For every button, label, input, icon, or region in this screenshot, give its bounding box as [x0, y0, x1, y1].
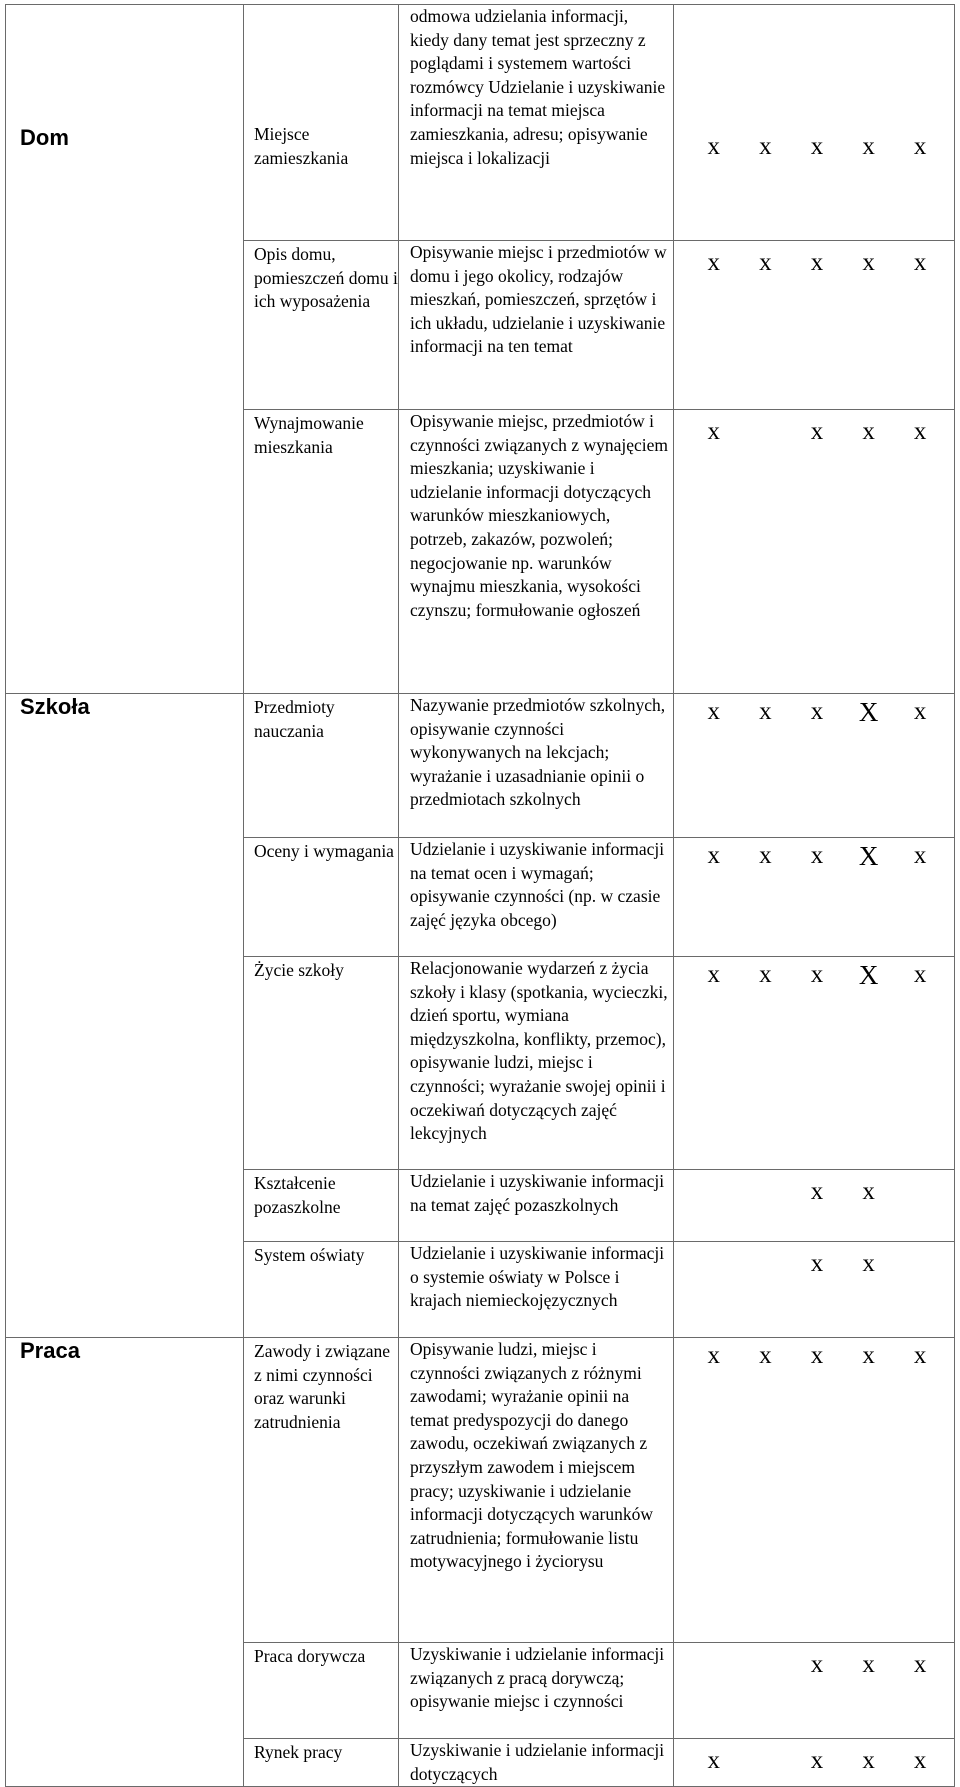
marks-cell	[674, 1242, 955, 1338]
marks-cell	[674, 1170, 955, 1242]
mark: x	[759, 133, 772, 160]
marks-cell	[674, 957, 955, 1170]
description-cell: Opisywanie miejsc, przedmiotów i czynności związanych z wynajęciem mieszkania; uzyskiwanie i udzielanie informacji dotyczących warunków mieszkaniowych, potrzeb, zakazów, pozwoleń; negocjowanie np. warunków wynajmu mieszkania, wysokości czynszu; formułowanie ogłoszeń	[399, 410, 674, 694]
mark: x	[913, 842, 927, 869]
description-cell: Uzyskiwanie i udzielanie informacji związanych z pracą dorywczą; opisywanie miejsc i czynności	[399, 1643, 674, 1739]
marks-cell	[674, 5, 955, 241]
mark: x	[707, 961, 721, 988]
mark: x	[913, 961, 927, 988]
marks-line	[688, 1747, 946, 1775]
marks-line	[688, 1178, 946, 1206]
marks-line	[688, 842, 946, 870]
mark: x	[810, 249, 824, 276]
marks-line	[688, 1250, 946, 1278]
marks-cell	[674, 241, 955, 410]
mark: x	[810, 698, 824, 725]
mark: x	[913, 1747, 927, 1774]
mark: x	[810, 1342, 824, 1369]
mark: x	[759, 249, 772, 276]
mark: x	[862, 249, 875, 276]
mark	[740, 418, 792, 446]
marks-line	[688, 1651, 946, 1679]
description-cell: Opisywanie ludzi, miejsc i czynności związanych z różnymi zawodami; wyrażanie opinii na temat predyspozycji do danego zawodu, oczekiwań związanych z przyszłym zawodem i miejscem pracy; uzyskiwanie i udzielanie informacji dotyczących warunków zatrudnienia; formułowanie listu motywacyjnego i życiorysu	[399, 1338, 674, 1643]
mark: x	[862, 133, 875, 160]
mark: x	[707, 418, 721, 445]
description-cell: Udzielanie i uzyskiwanie informacji o systemie oświaty w Polsce i krajach niemieckojęzycznych	[399, 1242, 674, 1338]
category-cell: Dom	[6, 5, 244, 694]
mark	[740, 1747, 792, 1775]
mark: x	[913, 133, 927, 160]
mark	[740, 1178, 792, 1206]
marks-cell	[674, 1643, 955, 1739]
mark: x	[759, 842, 772, 869]
mark	[894, 1250, 946, 1278]
mark: x	[810, 1250, 824, 1277]
mark: x	[759, 961, 772, 988]
description-cell: Relacjonowanie wydarzeń z życia szkoły i klasy (spotkania, wycieczki, dzień sportu, wymiana międzyszkolna, konflikty, przemoc), opisywanie ludzi, miejsc i czynności; wyrażanie swojej opinii i oczekiwań dotyczących zajęć lekcyjnych	[399, 957, 674, 1170]
mark: x	[810, 1747, 824, 1774]
marks-line	[688, 961, 946, 989]
mark: x	[913, 698, 927, 725]
topic-cell: Życie szkoły	[244, 957, 399, 1170]
topic-cell: Oceny i wymagania	[244, 838, 399, 957]
mark	[894, 1178, 946, 1206]
mark: X	[858, 960, 879, 990]
topic-cell: System oświaty	[244, 1242, 399, 1338]
topic-cell: Przedmioty nauczania	[244, 694, 399, 838]
topic-cell: Praca dorywcza	[244, 1643, 399, 1739]
category-cell: Szkoła	[6, 694, 244, 1338]
mark: x	[862, 1747, 875, 1774]
marks-cell	[674, 838, 955, 957]
mark: x	[810, 418, 824, 445]
topic-cell: Opis domu, pomieszczeń domu i ich wyposażenia	[244, 241, 399, 410]
mark: x	[810, 842, 824, 869]
mark: x	[810, 961, 824, 988]
mark: x	[810, 1651, 824, 1678]
description-cell: Udzielanie i uzyskiwanie informacji na temat zajęć pozaszkolnych	[399, 1170, 674, 1242]
mark	[740, 1250, 792, 1278]
mark: x	[810, 133, 824, 160]
mark	[688, 1178, 740, 1206]
mark: x	[862, 1178, 875, 1205]
mark: x	[810, 1178, 824, 1205]
mark: x	[913, 1342, 927, 1369]
mark: x	[862, 1651, 875, 1678]
table-row	[6, 5, 955, 241]
marks-cell	[674, 410, 955, 694]
table-row	[6, 1338, 955, 1643]
topic-cell: Rynek pracy	[244, 1739, 399, 1787]
description-cell: Uzyskiwanie i udzielanie informacji dotyczących	[399, 1739, 674, 1787]
marks-line	[688, 698, 946, 726]
mark: x	[707, 842, 721, 869]
mark: X	[858, 841, 879, 871]
mark	[688, 1250, 740, 1278]
marks-cell	[674, 694, 955, 838]
category-cell: Praca	[6, 1338, 244, 1787]
mark: x	[913, 249, 927, 276]
mark: x	[913, 1651, 927, 1678]
mark: x	[707, 1747, 721, 1774]
mark: x	[862, 1250, 875, 1277]
table-row	[6, 694, 955, 838]
description-cell: Opisywanie miejsc i przedmiotów w domu i jego okolicy, rodzajów mieszkań, pomieszczeń, sprzętów i ich układu, udzielanie i uzyskiwanie informacji na ten temat	[399, 241, 674, 410]
marks-cell	[674, 1338, 955, 1643]
marks-line	[688, 418, 946, 446]
mark	[740, 1651, 792, 1679]
description-cell: Udzielanie i uzyskiwanie informacji na temat ocen i wymagań; opisywanie czynności (np. w czasie zajęć języka obcego)	[399, 838, 674, 957]
topic-cell: Wynajmowanie mieszkania	[244, 410, 399, 694]
mark: x	[707, 698, 721, 725]
marks-line	[688, 133, 946, 161]
mark: x	[707, 133, 721, 160]
marks-line	[688, 1342, 946, 1370]
mark: X	[858, 697, 879, 727]
mark	[688, 1651, 740, 1679]
description-cell: Nazywanie przedmiotów szkolnych, opisywanie czynności wykonywanych na lekcjach; wyrażanie i uzasadnianie opinii o przedmiotach szkolnych	[399, 694, 674, 838]
mark: x	[759, 1342, 772, 1369]
mark: x	[707, 1342, 721, 1369]
curriculum-table	[5, 4, 955, 1787]
mark: x	[913, 418, 927, 445]
marks-line	[688, 249, 946, 277]
mark: x	[759, 698, 772, 725]
mark: x	[862, 418, 875, 445]
mark: x	[707, 249, 721, 276]
mark: x	[862, 1342, 875, 1369]
topic-cell: Zawody i związane z nimi czynności oraz warunki zatrudnienia	[244, 1338, 399, 1643]
topic-cell: Miejsce zamieszkania	[244, 5, 399, 241]
topic-cell: Kształcenie pozaszkolne	[244, 1170, 399, 1242]
marks-cell	[674, 1739, 955, 1787]
description-cell: odmowa udzielania informacji, kiedy dany temat jest sprzeczny z poglądami i systemem wartości rozmówcy Udzielanie i uzyskiwanie informacji na temat miejsca zamieszkania, adresu; opisywanie miejsca i lokalizacji	[399, 5, 674, 241]
